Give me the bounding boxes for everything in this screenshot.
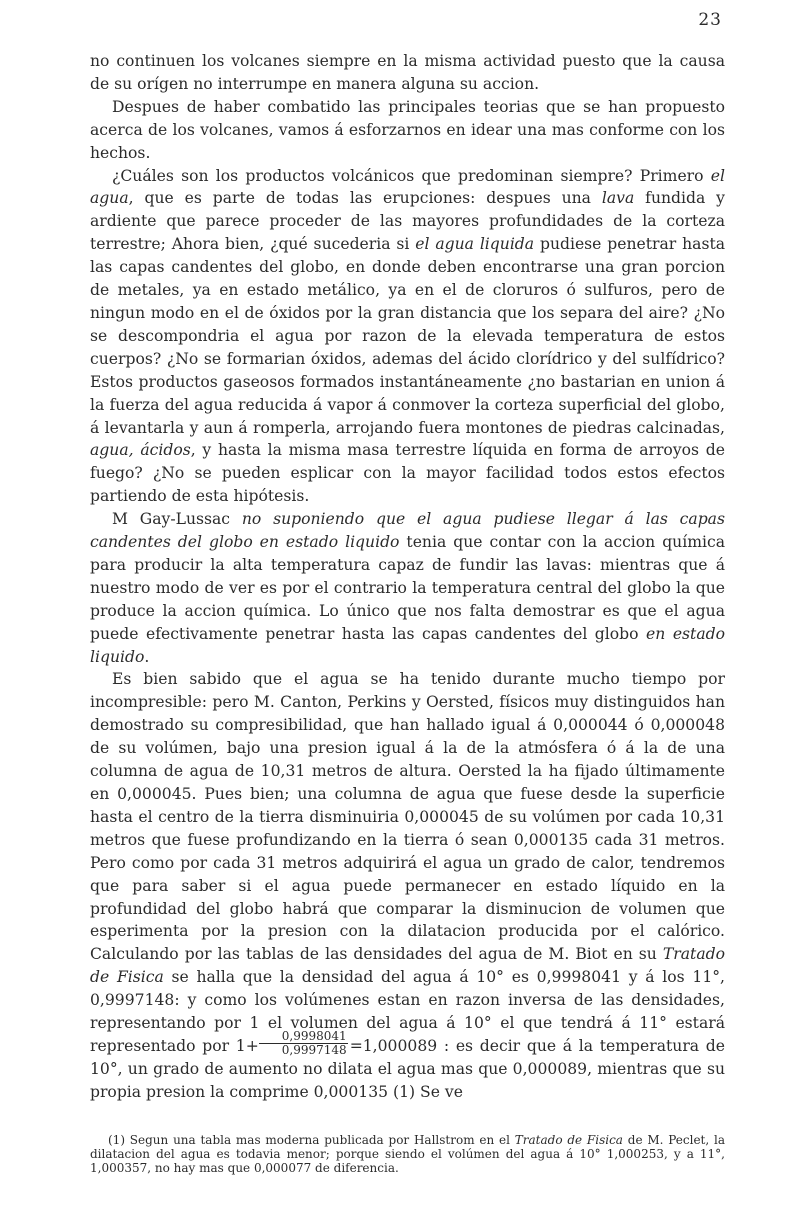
paragraph-4-italic: no suponiendo que el agua pudiese llegar á las capas candentes del globo en estado liquido	[90, 510, 725, 552]
paragraph-3-italic: agua, ácidos	[90, 441, 191, 460]
paragraph-3-text: ¿Cuáles son los productos volcánicos que predominan siempre? Primero	[112, 166, 711, 185]
body-text	[90, 50, 725, 1104]
paragraph-3-italic: el agua	[90, 166, 725, 208]
paragraph-4-italic: en estado liquido	[90, 624, 725, 666]
footnote-text: de M. Peclet, la dilatacion del agua es todavia menor; porque siendo el volúmen del agua á 10° 1,000253, y a 11°, 1,000357, no hay mas que 0,000077 de diferencia.	[90, 1133, 725, 1175]
paragraph-4-text: .	[144, 647, 150, 666]
paragraph-4-text: tenia que contar con la accion química para producir la alta temperatura capaz de fundir las lavas: mientras que á nuestro modo de ver es por el contrario la temperatura central del globo la que produce la accion química. Lo único que nos falta demostrar es que el agua puede efectivamente penetrar hasta las capas candentes del globo	[90, 533, 726, 643]
paragraph-3	[90, 165, 725, 509]
paragraph-3-text: , que es parte de todas las erupciones: despues una	[128, 189, 602, 208]
paragraph-2: Despues de haber combatido las principales teorias que se han propuesto acerca de los volcanes, vamos á esforzarnos en idear una mas conforme con los hechos.	[90, 97, 725, 162]
paragraph-4-text: M Gay-Lussac	[112, 510, 242, 529]
paragraph-5-italic: Tratado de Fisica	[90, 945, 725, 987]
paragraph-3-text: , y hasta la misma masa terrestre líquida en forma de arroyos de fuego? ¿No se pueden esplicar con la mayor facilidad todos estos efectos partiendo de esta hipótesis.	[90, 441, 725, 506]
footnote	[90, 1133, 725, 1175]
paragraph-5-text: Es bien sabido que el agua se ha tenido durante mucho tiempo por incompresible: pero M. Canton, Perkins y Oersted, físicos muy distinguidos han demostrado su compresibilidad, que han hallado igual á 0,000044 ó 0,000048 de su volúmen, bajo una presion igual á la de la atmósfera ó á la de una columna de agua de 10,31 metros de altura. Oersted la ha fijado últimamente en 0,000045. Pues bien; una columna de agua que fuese desde la superficie hasta el centro de la tierra disminuiria 0,000045 de su volúmen por cada 10,31 metros que fuese profundizando en la tierra ó sean 0,000135 cada 31 metros. Pero como por cada 31 metros adquirirá el agua un grado de calor, tendremos que para saber si el agua puede permanecer en estado líquido en la profundidad del globo habrá que comparar la disminucion de volumen que esperimenta por la presion con la dilatacion producida por el calórico. Calculando por las tablas de las densidades del agua de M. Biot en su	[90, 670, 725, 964]
paragraph-3-text: pudiese penetrar hasta las capas candentes del globo, en donde deben encontrarse una gran porcion de metales, ya en estado metálico, ya en el de cloruros ó sulfuros, pero de ningun modo en el de óxidos por la gran distancia que los separa del aire? ¿No se descompondria el agua por razon de la elevada temperatura de estos cuerpos? ¿No se formarian óxidos, ademas del ácido clorídrico y del sulfídrico? Estos productos gaseosos formados instantáneamente ¿no bastarian en union á la fuerza del agua reducida á vapor á conmover la corteza superficial del globo, á levantarla y aun á romperla, arrojando fuera montones de piedras calcinadas,	[90, 235, 726, 437]
fraction-denominator: 0,9997148	[281, 1043, 347, 1058]
page-number: 23	[698, 10, 722, 30]
footnote-text: (1) Segun una tabla mas moderna publicada por Hallstrom en el	[108, 1133, 515, 1147]
footnote-italic: Tratado de Fisica	[514, 1133, 623, 1147]
paragraph-4	[90, 508, 725, 668]
fraction	[259, 1030, 348, 1057]
paragraph-5-text: =1,000089 : es decir que á la temperatura de 10°, un grado de aumento no dilata el agua mas que 0,000089, mientras que su propia presion la comprime 0,000135 (1) Se ve	[90, 1036, 725, 1101]
paragraph-5	[90, 668, 725, 1103]
paragraph-3-italic: lava	[601, 189, 635, 208]
paragraph-3-text: fundida y ardiente que parece proceder de las mayores profundidades de la corteza terrestre; Ahora bien, ¿qué sucederia si	[90, 189, 725, 254]
paragraph-5-text: se halla que la densidad del agua á 10° es 0,9998041 y á los 11°, 0,9997148: y como los volúmenes estan en razon inversa de las densidades, representando por 1 el volumen del agua á 10° el que tendrá á 11° estará representado por 1+	[90, 968, 725, 1055]
paragraph-3-italic: el agua liquida	[415, 235, 535, 254]
paragraph-1: no continuen los volcanes siempre en la misma actividad puesto que la causa de su orígen no interrumpe en manera alguna su accion.	[90, 52, 725, 93]
fraction-numerator: 0,9998041	[259, 1030, 348, 1044]
